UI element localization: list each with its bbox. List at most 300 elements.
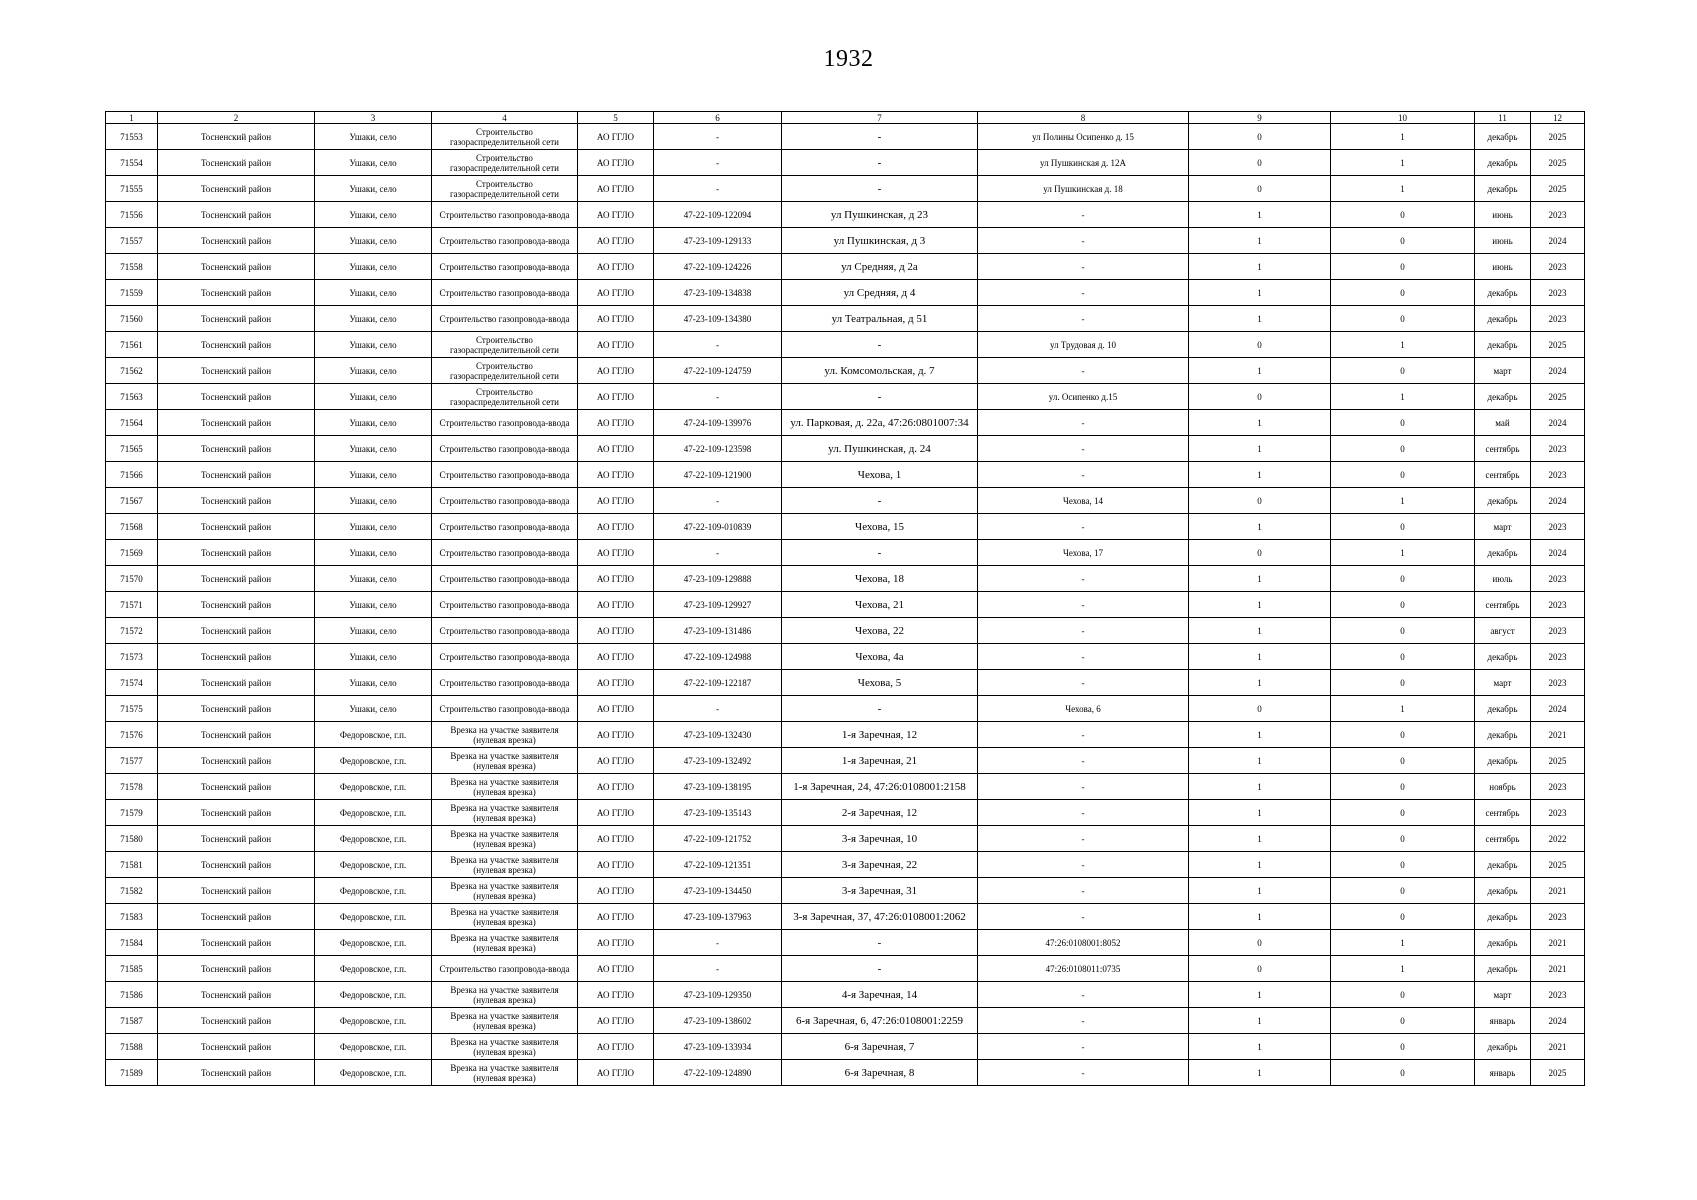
cell-year: 2023 [1531,644,1585,670]
cell-settlement: Федоровское, г.п. [315,1008,432,1034]
cell-address: - [782,176,978,202]
cell-organization: АО ГГЛО [578,956,654,982]
cell-organization: АО ГГЛО [578,982,654,1008]
cell-indicator-a: 1 [1189,800,1331,826]
cell-district: Тосненский район [158,540,315,566]
cell-row-number: 71567 [106,488,158,514]
cell-row-number: 71579 [106,800,158,826]
cell-cadastral-address: - [978,254,1189,280]
cell-indicator-b: 1 [1331,176,1475,202]
cell-indicator-b: 1 [1331,956,1475,982]
cell-address: ул Пушкинская, д 3 [782,228,978,254]
cell-address: 4-я Заречная, 14 [782,982,978,1008]
cell-row-number: 71556 [106,202,158,228]
cell-application-number: - [654,176,782,202]
cell-application-number: 47-22-109-124759 [654,358,782,384]
cell-cadastral-address: - [978,1008,1189,1034]
cell-indicator-b: 0 [1331,800,1475,826]
cell-year: 2025 [1531,748,1585,774]
cell-organization: АО ГГЛО [578,826,654,852]
cell-work-type: Строительство газораспределительной сети [432,150,578,176]
cell-indicator-b: 1 [1331,540,1475,566]
cell-month: март [1475,358,1531,384]
cell-cadastral-address: - [978,852,1189,878]
table-row [106,254,1585,280]
cell-organization: АО ГГЛО [578,410,654,436]
cell-organization: АО ГГЛО [578,748,654,774]
cell-month: декабрь [1475,904,1531,930]
cell-year: 2023 [1531,618,1585,644]
cell-row-number: 71570 [106,566,158,592]
cell-cadastral-address: - [978,462,1189,488]
cell-address: 3-я Заречная, 31 [782,878,978,904]
cell-organization: АО ГГЛО [578,228,654,254]
cell-month: декабрь [1475,956,1531,982]
cell-row-number: 71569 [106,540,158,566]
cell-cadastral-address: - [978,722,1189,748]
cell-indicator-b: 0 [1331,306,1475,332]
cell-month: июнь [1475,254,1531,280]
cell-cadastral-address: Чехова, 6 [978,696,1189,722]
cell-organization: АО ГГЛО [578,202,654,228]
cell-organization: АО ГГЛО [578,1060,654,1086]
cell-work-type: Строительство газопровода-ввода [432,410,578,436]
cell-month: ноябрь [1475,774,1531,800]
cell-organization: АО ГГЛО [578,462,654,488]
cell-work-type: Строительство газопровода-ввода [432,670,578,696]
cell-organization: АО ГГЛО [578,592,654,618]
cell-month: декабрь [1475,1034,1531,1060]
cell-indicator-a: 0 [1189,332,1331,358]
cell-cadastral-address: - [978,228,1189,254]
cell-indicator-b: 0 [1331,436,1475,462]
table-row [106,540,1585,566]
cell-cadastral-address: 47:26:0108001:8052 [978,930,1189,956]
cell-indicator-b: 0 [1331,514,1475,540]
cell-application-number: - [654,150,782,176]
cell-application-number: - [654,696,782,722]
cell-district: Тосненский район [158,150,315,176]
table-header [106,112,1585,124]
table-row [106,956,1585,982]
cell-settlement: Ушаки, село [315,332,432,358]
cell-organization: АО ГГЛО [578,384,654,410]
cell-organization: АО ГГЛО [578,124,654,150]
cell-address: 3-я Заречная, 22 [782,852,978,878]
cell-year: 2024 [1531,1008,1585,1034]
cell-cadastral-address: - [978,670,1189,696]
cell-district: Тосненский район [158,436,315,462]
cell-address: - [782,956,978,982]
cell-row-number: 71560 [106,306,158,332]
cell-district: Тосненский район [158,306,315,332]
cell-application-number: 47-22-109-121752 [654,826,782,852]
cell-settlement: Ушаки, село [315,384,432,410]
table-row [106,332,1585,358]
cell-district: Тосненский район [158,904,315,930]
cell-application-number: 47-23-109-129888 [654,566,782,592]
cell-application-number: 47-23-109-138195 [654,774,782,800]
cell-month: сентябрь [1475,436,1531,462]
cell-district: Тосненский район [158,1008,315,1034]
cell-cadastral-address: ул Пушкинская д. 12А [978,150,1189,176]
cell-indicator-b: 0 [1331,280,1475,306]
table-row [106,904,1585,930]
cell-row-number: 71578 [106,774,158,800]
cell-row-number: 71558 [106,254,158,280]
cell-work-type: Строительство газопровода-ввода [432,956,578,982]
cell-application-number: 47-23-109-135143 [654,800,782,826]
cell-application-number: 47-23-109-134838 [654,280,782,306]
cell-month: май [1475,410,1531,436]
cell-settlement: Федоровское, г.п. [315,852,432,878]
cell-settlement: Ушаки, село [315,618,432,644]
cell-application-number: 47-24-109-139976 [654,410,782,436]
cell-month: сентябрь [1475,462,1531,488]
table-row [106,618,1585,644]
cell-application-number: 47-22-109-123598 [654,436,782,462]
cell-work-type: Врезка на участке заявителя (нулевая врезка) [432,774,578,800]
cell-indicator-b: 1 [1331,124,1475,150]
cell-application-number: 47-23-109-129133 [654,228,782,254]
cell-indicator-a: 1 [1189,982,1331,1008]
cell-work-type: Строительство газопровода-ввода [432,540,578,566]
cell-year: 2025 [1531,150,1585,176]
cell-address: - [782,488,978,514]
cell-year: 2024 [1531,410,1585,436]
table-row [106,748,1585,774]
cell-organization: АО ГГЛО [578,904,654,930]
cell-indicator-a: 1 [1189,618,1331,644]
cell-row-number: 71574 [106,670,158,696]
cell-month: декабрь [1475,852,1531,878]
cell-row-number: 71573 [106,644,158,670]
cell-settlement: Федоровское, г.п. [315,982,432,1008]
cell-indicator-a: 1 [1189,566,1331,592]
cell-address: 1-я Заречная, 12 [782,722,978,748]
table-row [106,462,1585,488]
cell-indicator-a: 0 [1189,176,1331,202]
cell-row-number: 71576 [106,722,158,748]
cell-indicator-a: 1 [1189,644,1331,670]
cell-indicator-a: 1 [1189,280,1331,306]
cell-cadastral-address: ул Пушкинская д. 18 [978,176,1189,202]
cell-indicator-a: 1 [1189,436,1331,462]
cell-year: 2023 [1531,670,1585,696]
cell-indicator-b: 0 [1331,462,1475,488]
cell-year: 2025 [1531,384,1585,410]
cell-row-number: 71584 [106,930,158,956]
cell-month: март [1475,670,1531,696]
column-header-7: 7 [782,112,978,124]
cell-address: Чехова, 4а [782,644,978,670]
cell-indicator-a: 1 [1189,878,1331,904]
cell-settlement: Ушаки, село [315,644,432,670]
cell-month: март [1475,982,1531,1008]
cell-address: ул Средняя, д 4 [782,280,978,306]
cell-indicator-b: 0 [1331,748,1475,774]
cell-indicator-b: 0 [1331,1034,1475,1060]
cell-row-number: 71585 [106,956,158,982]
cell-cadastral-address: - [978,566,1189,592]
table-row [106,176,1585,202]
cell-indicator-a: 0 [1189,696,1331,722]
page-number: 1932 [823,46,874,72]
cell-cadastral-address: ул. Осипенко д.15 [978,384,1189,410]
cell-indicator-a: 1 [1189,1060,1331,1086]
cell-indicator-b: 0 [1331,852,1475,878]
cell-year: 2023 [1531,254,1585,280]
cell-application-number: 47-23-109-134380 [654,306,782,332]
cell-settlement: Ушаки, село [315,592,432,618]
cell-work-type: Строительство газопровода-ввода [432,592,578,618]
cell-indicator-a: 0 [1189,930,1331,956]
cell-work-type: Строительство газопровода-ввода [432,566,578,592]
cell-address: 3-я Заречная, 10 [782,826,978,852]
table-row [106,150,1585,176]
table-row [106,826,1585,852]
table-row [106,696,1585,722]
cell-row-number: 71581 [106,852,158,878]
table-row [106,566,1585,592]
cell-address: ул Пушкинская, д 23 [782,202,978,228]
cell-settlement: Федоровское, г.п. [315,956,432,982]
table-row [106,280,1585,306]
cell-indicator-a: 0 [1189,540,1331,566]
cell-district: Тосненский район [158,228,315,254]
cell-address: Чехова, 1 [782,462,978,488]
table-row [106,878,1585,904]
cell-year: 2024 [1531,358,1585,384]
cell-application-number: - [654,384,782,410]
cell-address: Чехова, 15 [782,514,978,540]
cell-settlement: Федоровское, г.п. [315,1034,432,1060]
cell-work-type: Строительство газопровода-ввода [432,514,578,540]
cell-organization: АО ГГЛО [578,566,654,592]
cell-row-number: 71564 [106,410,158,436]
cell-year: 2023 [1531,514,1585,540]
cell-address: Чехова, 18 [782,566,978,592]
cell-cadastral-address: - [978,826,1189,852]
cell-indicator-a: 1 [1189,410,1331,436]
cell-work-type: Строительство газораспределительной сети [432,176,578,202]
cell-settlement: Ушаки, село [315,488,432,514]
column-header-3: 3 [315,112,432,124]
cell-year: 2024 [1531,540,1585,566]
cell-year: 2025 [1531,1060,1585,1086]
cell-work-type: Врезка на участке заявителя (нулевая врезка) [432,826,578,852]
column-header-12: 12 [1531,112,1585,124]
cell-settlement: Ушаки, село [315,254,432,280]
column-header-2: 2 [158,112,315,124]
cell-work-type: Врезка на участке заявителя (нулевая врезка) [432,982,578,1008]
cell-organization: АО ГГЛО [578,540,654,566]
cell-organization: АО ГГЛО [578,696,654,722]
cell-indicator-b: 0 [1331,566,1475,592]
cell-address: 3-я Заречная, 37, 47:26:0108001:2062 [782,904,978,930]
cell-month: март [1475,514,1531,540]
cell-cadastral-address: Чехова, 17 [978,540,1189,566]
cell-indicator-b: 0 [1331,774,1475,800]
cell-cadastral-address: - [978,904,1189,930]
cell-application-number: 47-23-109-133934 [654,1034,782,1060]
cell-work-type: Врезка на участке заявителя (нулевая врезка) [432,1060,578,1086]
cell-district: Тосненский район [158,384,315,410]
cell-indicator-a: 0 [1189,384,1331,410]
cell-year: 2025 [1531,176,1585,202]
cell-address: - [782,150,978,176]
table-row [106,1060,1585,1086]
cell-district: Тосненский район [158,462,315,488]
cell-row-number: 71580 [106,826,158,852]
cell-district: Тосненский район [158,592,315,618]
cell-year: 2024 [1531,696,1585,722]
cell-district: Тосненский район [158,358,315,384]
cell-address: Чехова, 22 [782,618,978,644]
cell-month: январь [1475,1060,1531,1086]
table-row [106,1034,1585,1060]
cell-work-type: Врезка на участке заявителя (нулевая врезка) [432,930,578,956]
cell-row-number: 71566 [106,462,158,488]
table-row [106,852,1585,878]
cell-district: Тосненский район [158,124,315,150]
cell-settlement: Федоровское, г.п. [315,722,432,748]
cell-indicator-b: 0 [1331,904,1475,930]
cell-application-number: 47-23-109-132492 [654,748,782,774]
cell-settlement: Федоровское, г.п. [315,800,432,826]
cell-application-number: 47-22-109-121900 [654,462,782,488]
table-row [106,358,1585,384]
cell-cadastral-address: - [978,358,1189,384]
cell-district: Тосненский район [158,956,315,982]
cell-district: Тосненский район [158,800,315,826]
cell-indicator-b: 0 [1331,202,1475,228]
table-row [106,774,1585,800]
cell-application-number: 47-23-109-138602 [654,1008,782,1034]
cell-indicator-a: 1 [1189,670,1331,696]
cell-year: 2023 [1531,982,1585,1008]
cell-cadastral-address: - [978,1034,1189,1060]
cell-year: 2023 [1531,800,1585,826]
cell-district: Тосненский район [158,670,315,696]
cell-indicator-b: 0 [1331,644,1475,670]
cell-application-number: 47-22-109-124988 [654,644,782,670]
column-header-10: 10 [1331,112,1475,124]
column-header-8: 8 [978,112,1189,124]
cell-settlement: Ушаки, село [315,514,432,540]
cell-row-number: 71565 [106,436,158,462]
cell-row-number: 71588 [106,1034,158,1060]
cell-year: 2023 [1531,904,1585,930]
cell-year: 2023 [1531,202,1585,228]
cell-year: 2021 [1531,878,1585,904]
cell-indicator-b: 1 [1331,696,1475,722]
cell-organization: АО ГГЛО [578,878,654,904]
column-header-1: 1 [106,112,158,124]
cell-application-number: 47-22-109-124890 [654,1060,782,1086]
cell-row-number: 71562 [106,358,158,384]
cell-month: декабрь [1475,488,1531,514]
cell-indicator-a: 1 [1189,1008,1331,1034]
cell-indicator-b: 1 [1331,384,1475,410]
cell-address: - [782,540,978,566]
table-row [106,514,1585,540]
cell-indicator-a: 0 [1189,488,1331,514]
cell-indicator-b: 0 [1331,410,1475,436]
cell-work-type: Врезка на участке заявителя (нулевая врезка) [432,1034,578,1060]
cell-indicator-b: 0 [1331,722,1475,748]
cell-work-type: Строительство газопровода-ввода [432,618,578,644]
cell-application-number: 47-22-109-121351 [654,852,782,878]
cell-cadastral-address: - [978,514,1189,540]
cell-month: сентябрь [1475,800,1531,826]
cell-organization: АО ГГЛО [578,488,654,514]
cell-organization: АО ГГЛО [578,280,654,306]
cell-month: декабрь [1475,332,1531,358]
cell-month: сентябрь [1475,592,1531,618]
cell-address: 2-я Заречная, 12 [782,800,978,826]
cell-row-number: 71553 [106,124,158,150]
cell-row-number: 71583 [106,904,158,930]
cell-settlement: Федоровское, г.п. [315,878,432,904]
cell-district: Тосненский район [158,618,315,644]
cell-settlement: Ушаки, село [315,462,432,488]
table-row [106,306,1585,332]
cell-cadastral-address: - [978,410,1189,436]
cell-year: 2025 [1531,332,1585,358]
cell-address: 1-я Заречная, 21 [782,748,978,774]
cell-district: Тосненский район [158,696,315,722]
cell-address: ул. Комсомольская, д. 7 [782,358,978,384]
cell-address: ул Средняя, д 2а [782,254,978,280]
cell-cadastral-address: Чехова, 14 [978,488,1189,514]
cell-district: Тосненский район [158,410,315,436]
cell-address: Чехова, 5 [782,670,978,696]
cell-year: 2023 [1531,592,1585,618]
cell-row-number: 71561 [106,332,158,358]
cell-district: Тосненский район [158,644,315,670]
cell-district: Тосненский район [158,566,315,592]
table-row [106,410,1585,436]
cell-month: декабрь [1475,878,1531,904]
cell-application-number: 47-22-109-122094 [654,202,782,228]
cell-application-number: - [654,332,782,358]
cell-row-number: 71557 [106,228,158,254]
cell-work-type: Строительство газораспределительной сети [432,384,578,410]
cell-row-number: 71575 [106,696,158,722]
table-row [106,228,1585,254]
column-header-5: 5 [578,112,654,124]
table-row [106,202,1585,228]
cell-cadastral-address: - [978,800,1189,826]
cell-year: 2025 [1531,852,1585,878]
cell-indicator-b: 1 [1331,332,1475,358]
cell-settlement: Ушаки, село [315,228,432,254]
table-row [106,436,1585,462]
cell-year: 2021 [1531,930,1585,956]
cell-indicator-a: 1 [1189,358,1331,384]
cell-year: 2021 [1531,956,1585,982]
cell-month: июль [1475,566,1531,592]
cell-settlement: Ушаки, село [315,176,432,202]
cell-organization: АО ГГЛО [578,332,654,358]
cell-settlement: Федоровское, г.п. [315,826,432,852]
cell-indicator-b: 0 [1331,1060,1475,1086]
cell-year: 2022 [1531,826,1585,852]
cell-district: Тосненский район [158,280,315,306]
cell-month: июнь [1475,228,1531,254]
cell-district: Тосненский район [158,254,315,280]
